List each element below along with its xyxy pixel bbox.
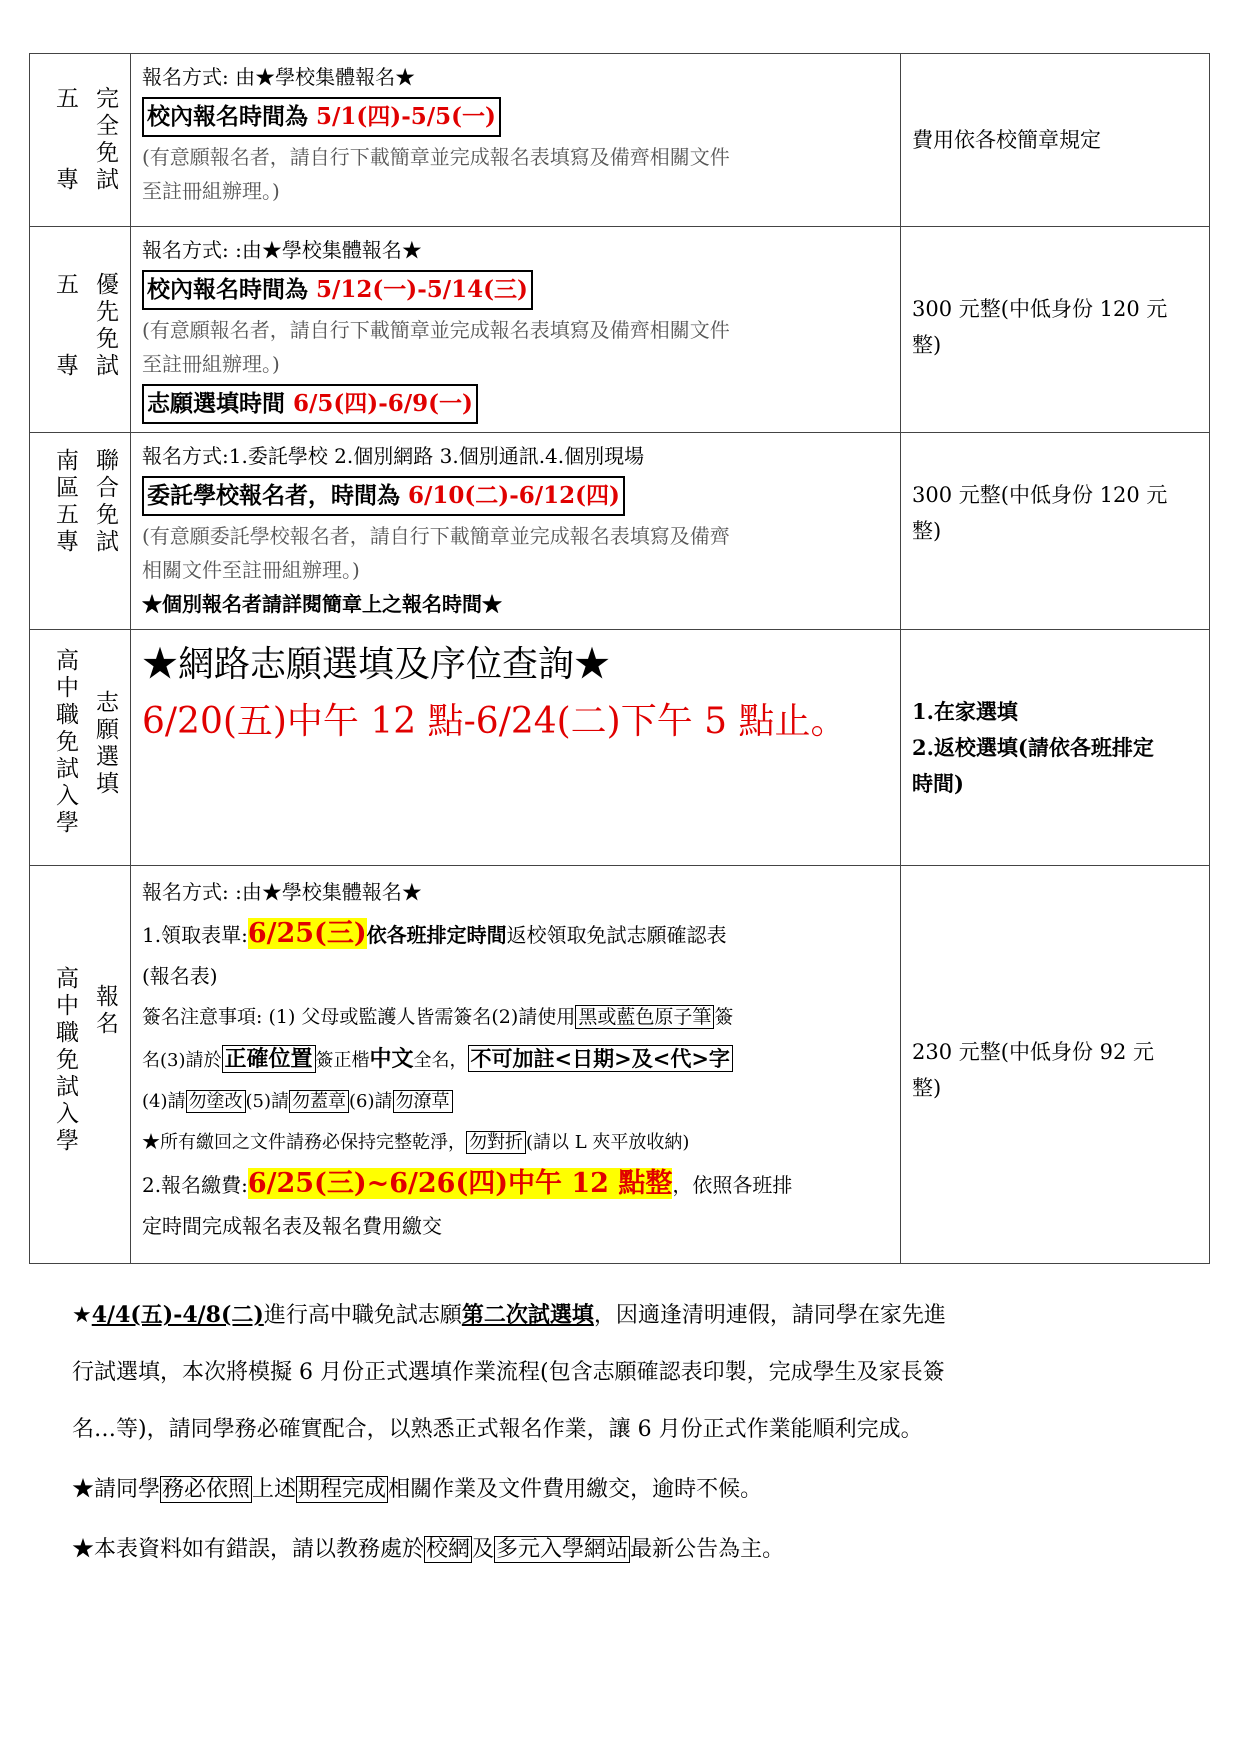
sign-bold: 中文 xyxy=(369,1046,414,1072)
note-paragraph xyxy=(72,1287,1152,1344)
note-line: 至註冊組辦理。) xyxy=(142,179,280,203)
step1-prefix: 1.領取表單: xyxy=(142,923,248,947)
sign-text: (4)請 xyxy=(142,1091,186,1112)
sign-text: (6)請 xyxy=(349,1091,393,1112)
time-prefix: 校內報名時間為 xyxy=(147,103,308,130)
time-value: 5/1(四)-5/5(一) xyxy=(316,103,496,130)
notes-section xyxy=(72,1287,1152,1578)
sign-boxed: 黑或藍色原子筆 xyxy=(575,1005,714,1029)
keep-line xyxy=(142,1122,900,1163)
category-sublabel: 優 先 免 試 xyxy=(96,272,119,379)
enrollment-table xyxy=(29,53,1210,1264)
category-cell xyxy=(30,433,131,630)
note-emphasis: 第二次試選填 xyxy=(461,1302,594,1328)
method-text: 報名方式: :由★學校集體報名★ xyxy=(142,238,422,262)
step1-line xyxy=(142,913,900,956)
fee-cell xyxy=(901,630,1210,866)
method-text: 報名方式:1.委託學校 2.個別網路 3.個別通訊.4.個別現場 xyxy=(142,444,645,468)
sign-boxed: 勿蓋章 xyxy=(289,1090,349,1113)
category-label: 南 區 五 專 xyxy=(56,448,79,555)
keep-text: ★所有繳回之文件請務必保持完整乾淨， xyxy=(142,1132,466,1153)
note-text: ★請同學 xyxy=(72,1477,161,1502)
time-prefix: 校內報名時間為 xyxy=(147,276,308,303)
note-date: 4/4(五)-4/8(二) xyxy=(91,1302,264,1328)
star-mark: ★ xyxy=(72,1303,92,1328)
fee-line: 300 元整(中低身份 120 元 xyxy=(912,297,1168,321)
category-cell xyxy=(30,54,131,227)
note-text: ，因適逢清明連假，請同學在家先進 xyxy=(593,1303,946,1328)
step1-bold: 依各班排定時間 xyxy=(366,923,507,947)
sign-text: (5)請 xyxy=(245,1091,289,1112)
fee-line: 整) xyxy=(912,1076,942,1100)
note-text: 最新公告為主。 xyxy=(630,1537,785,1562)
step1-rest: 返校領取免試志願確認表 xyxy=(506,923,727,947)
category-label: 高 中 職 免 試 入 學 xyxy=(56,966,79,1154)
sign-line3 xyxy=(142,1081,900,1122)
category-cell xyxy=(30,630,131,866)
note-boxed: 校網 xyxy=(426,1537,471,1562)
note-text: 及 xyxy=(472,1537,495,1562)
sign-boxed: 不可加註<日期>及<代>字 xyxy=(468,1045,733,1072)
category-sublabel: 報 名 xyxy=(96,984,119,1037)
fee-cell xyxy=(901,54,1210,227)
table-row xyxy=(30,433,1210,630)
time-value: 6/10(二)-6/12(四) xyxy=(408,482,620,509)
step2-rest: ，依照各班排 xyxy=(672,1173,793,1197)
fee-line: 整) xyxy=(912,519,942,543)
fee-line: 2.返校選填(請依各班排定 xyxy=(912,735,1154,760)
note-paragraph xyxy=(72,1521,1152,1578)
note-line: (有意願委託學校報名者，請自行下載簡章並完成報名表填寫及備齊 xyxy=(142,524,730,548)
category-label: 五 專 xyxy=(56,272,79,379)
period-text: 6/20(五)中午 12 點-6/24(二)下午 5 點止。 xyxy=(142,701,847,742)
keep-boxed: 勿對折 xyxy=(466,1131,526,1154)
step2-prefix: 2.報名繳費: xyxy=(142,1173,248,1197)
fee-cell xyxy=(901,227,1210,433)
fee-line: 整) xyxy=(912,333,942,357)
step2-line xyxy=(142,1163,900,1206)
category-sublabel: 完 全 免 試 xyxy=(96,86,119,193)
note-text: 進行高中職免試志願 xyxy=(263,1303,462,1328)
category-label: 高 中 職 免 試 入 學 xyxy=(56,648,79,836)
note-line: 名…等)，請同學務必確實配合，以熟悉正式報名作業，讓 6 月份正式作業能順利完成。 xyxy=(72,1417,923,1442)
category-cell xyxy=(30,227,131,433)
sign-text: 全名， xyxy=(413,1050,468,1071)
choice-prefix: 志願選填時間 xyxy=(147,390,285,417)
sign-boxed: 正確位置 xyxy=(222,1045,316,1073)
category-sublabel: 志 願 選 填 xyxy=(96,690,119,797)
table-row xyxy=(30,227,1210,433)
step2-line2: 定時間完成報名表及報名費用繳交 xyxy=(142,1214,442,1238)
note-line: 行試選填，本次將模擬 6 月份正式選填作業流程(包含志願確認表印製，完成學生及家長簽 xyxy=(72,1360,945,1385)
table-row xyxy=(30,54,1210,227)
time-prefix: 委託學校報名者，時間為 xyxy=(147,482,400,509)
table-row xyxy=(30,630,1210,866)
choice-box xyxy=(142,384,478,424)
headline: ★網路志願選填及序位查詢★ xyxy=(142,644,611,685)
note-line: (有意願報名者，請自行下載簡章並完成報名表填寫及備齊相關文件 xyxy=(142,318,730,342)
time-box xyxy=(142,270,533,310)
sign-line1 xyxy=(142,997,900,1038)
time-box xyxy=(142,97,501,137)
category-cell xyxy=(30,866,131,1264)
extra-note: ★個別報名者請詳閱簡章上之報名時間★ xyxy=(142,592,502,616)
fee-text: 費用依各校簡章規定 xyxy=(912,128,1101,152)
fee-cell xyxy=(901,433,1210,630)
sign-line2 xyxy=(142,1038,900,1081)
time-box xyxy=(142,476,625,516)
step2-date: 6/25(三)~6/26(四)中午 12 點整 xyxy=(247,1168,673,1199)
keep-text: (請以 L 夾平放收納) xyxy=(526,1132,690,1153)
note-line: 相關文件至註冊組辦理。) xyxy=(142,558,360,582)
note-text: 上述 xyxy=(252,1477,297,1502)
sign-text: 簽名注意事項: (1) 父母或監護人皆需簽名(2)請使用 xyxy=(142,1006,576,1028)
fee-line: 300 元整(中低身份 120 元 xyxy=(912,483,1168,507)
fee-line: 時間) xyxy=(912,771,964,796)
note-paragraph xyxy=(72,1461,1152,1518)
sign-text: 簽 xyxy=(714,1006,734,1028)
step1-date: 6/25(三) xyxy=(247,918,367,949)
method-text: 報名方式: 由★學校集體報名★ xyxy=(142,65,416,89)
note-line: 至註冊組辦理。) xyxy=(142,352,280,376)
category-label: 五 專 xyxy=(56,86,79,193)
step1-line2: (報名表) xyxy=(142,964,218,988)
fee-line: 230 元整(中低身份 92 元 xyxy=(912,1040,1155,1064)
details-cell xyxy=(131,433,901,630)
fee-line: 1.在家選填 xyxy=(912,699,1018,724)
method-text: 報名方式: :由★學校集體報名★ xyxy=(142,880,422,904)
category-sublabel: 聯 合 免 試 xyxy=(96,448,119,555)
note-boxed: 多元入學網站 xyxy=(496,1537,629,1562)
note-line: (有意願報名者，請自行下載簡章並完成報名表填寫及備齊相關文件 xyxy=(142,145,730,169)
time-value: 5/12(一)-5/14(三) xyxy=(316,276,528,303)
note-text: ★本表資料如有錯誤，請以教務處於 xyxy=(72,1537,425,1562)
note-boxed: 務必依照 xyxy=(162,1477,251,1502)
sign-boxed: 勿塗改 xyxy=(186,1090,246,1113)
details-cell xyxy=(131,227,901,433)
note-text: 相關作業及文件費用繳交，逾時不候。 xyxy=(388,1477,763,1502)
table-row xyxy=(30,866,1210,1264)
fee-cell xyxy=(901,866,1210,1264)
sign-text: 簽正楷 xyxy=(315,1050,370,1071)
details-cell xyxy=(131,630,901,866)
sign-text: 名(3)請於 xyxy=(142,1050,222,1071)
choice-value: 6/5(四)-6/9(一) xyxy=(293,390,473,417)
note-boxed: 期程完成 xyxy=(298,1477,387,1502)
sign-boxed: 勿潦草 xyxy=(393,1090,453,1113)
details-cell xyxy=(131,54,901,227)
details-cell xyxy=(131,866,901,1264)
